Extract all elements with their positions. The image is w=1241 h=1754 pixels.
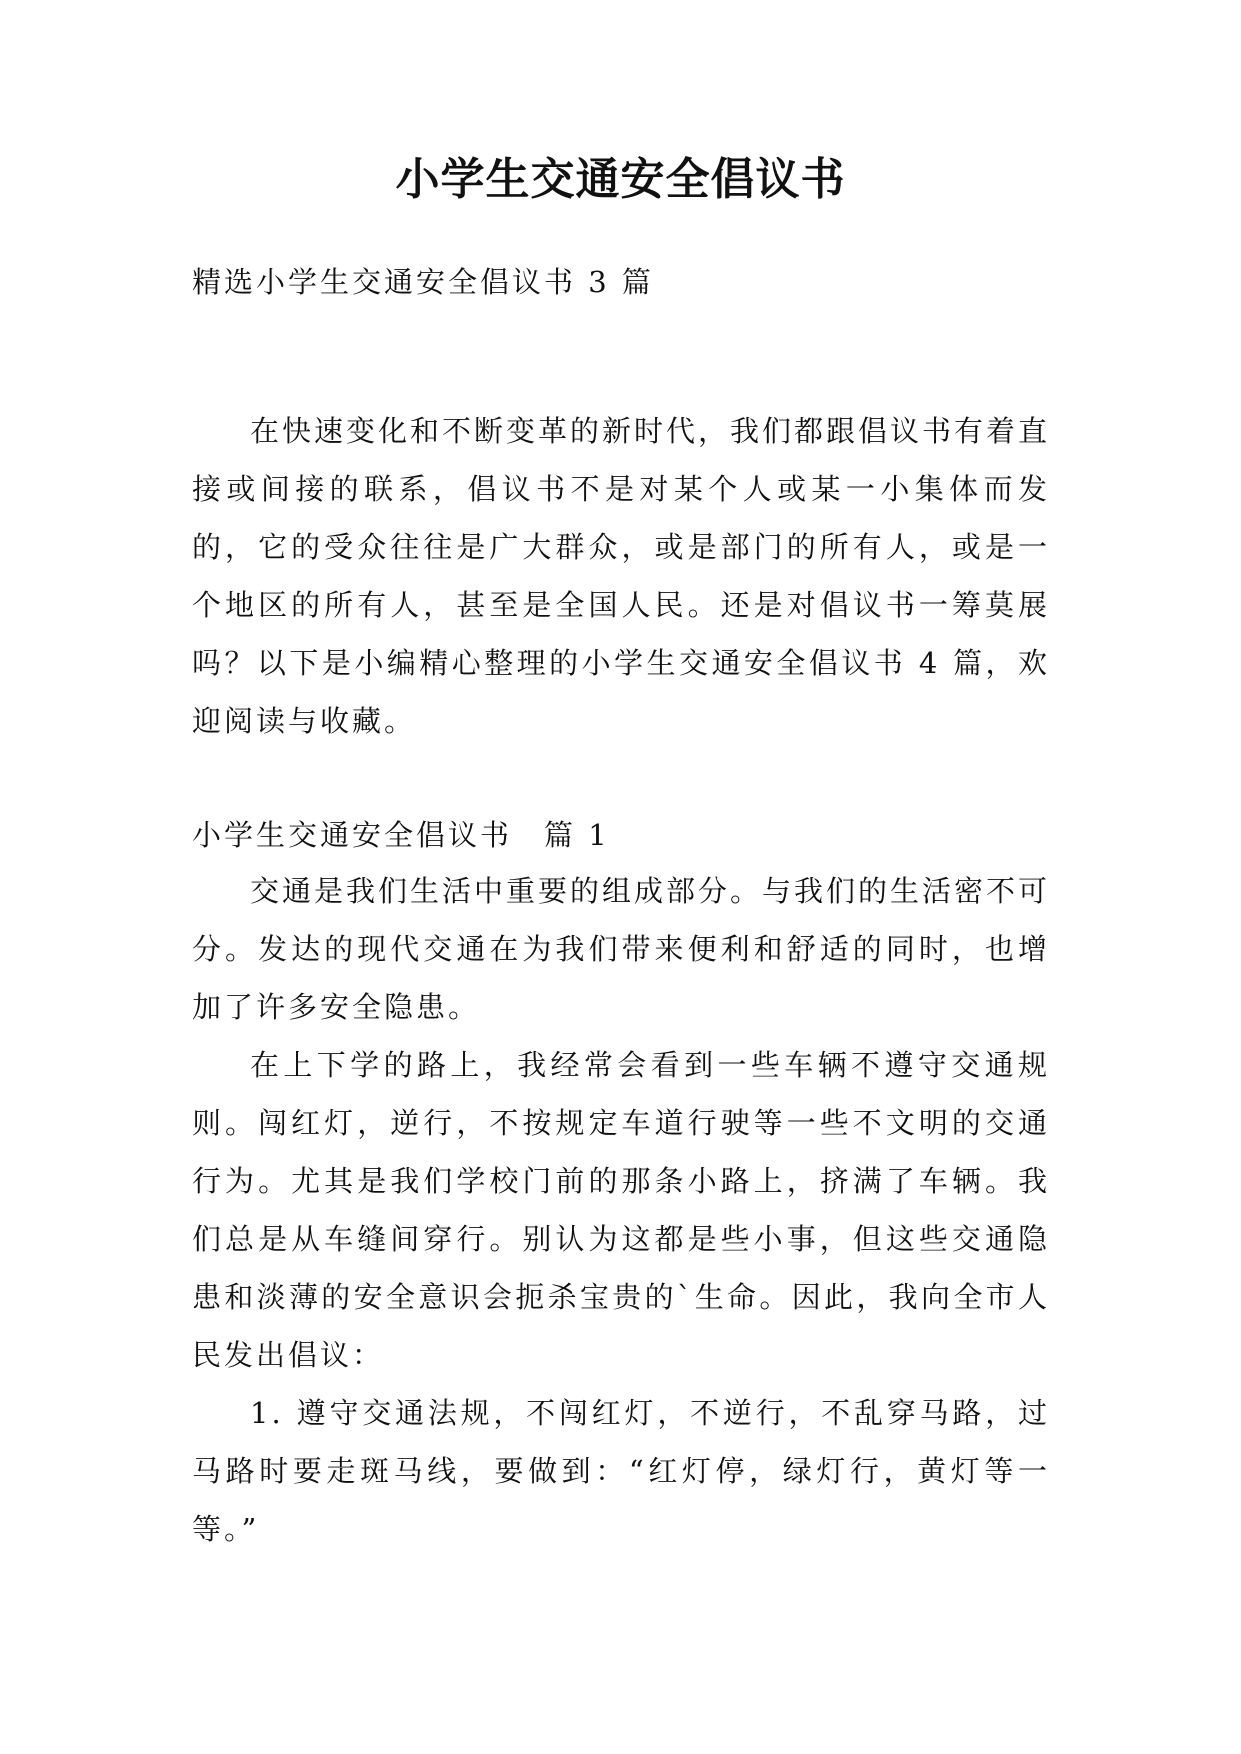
section-heading: 小学生交通安全倡议书 篇 1 [192,818,610,852]
intro-section [192,402,1050,750]
section-body [192,862,1050,1558]
intro-paragraph: 在快速变化和不断变革的新时代，我们都跟倡议书有着直接或间接的联系，倡议书不是对某个人或某一小集体而发的，它的受众往往是广大群众，或是部门的所有人，或是一个地区的所有人，甚至是全国人民。还是对倡议书一筹莫展吗？以下是小编精心整理的小学生交通安全倡议书 4 篇，欢迎阅读与收藏。 [192,414,1051,738]
document-title: 小学生交通安全倡议书 [395,154,846,205]
body-paragraph: 在上下学的路上，我经常会看到一些车辆不遵守交通规则。闯红灯，逆行，不按规定车道行驶等一些不文明的交通行为。尤其是我们学校门前的那条小路上，挤满了车辆。我们总是从车缝间穿行。别认为这都是些小事，但这些交通隐患和淡薄的安全意识会扼杀宝贵的`生命。因此，我向全市人民发出倡议： [192,1048,1050,1372]
body-paragraph: 交通是我们生活中重要的组成部分。与我们的生活密不可分。发达的现代交通在为我们带来便利和舒适的同时，也增加了许多安全隐患。 [192,874,1051,1024]
document-subtitle: 精选小学生交通安全倡议书 3 篇 [192,265,654,299]
body-paragraph: 1. 遵守交通法规，不闯红灯，不逆行，不乱穿马路，过马路时要走斑马线，要做到：“红灯停，绿灯行，黄灯等一等。” [192,1396,1050,1546]
